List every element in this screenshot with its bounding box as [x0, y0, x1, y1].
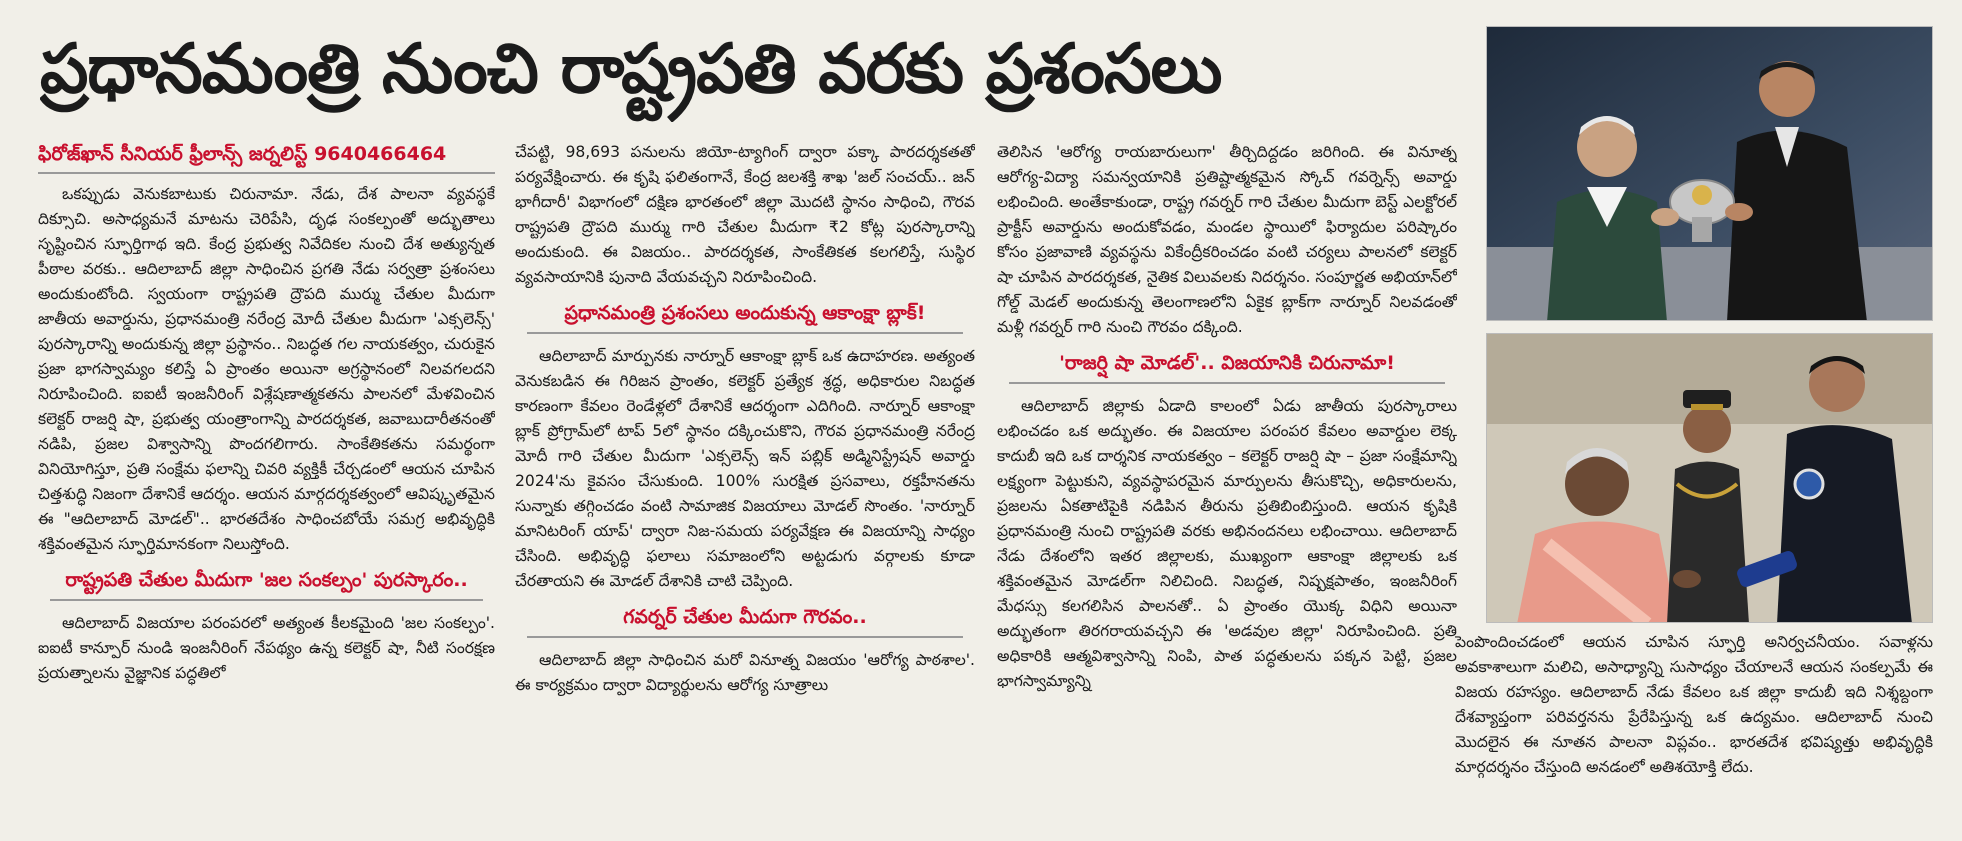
paragraph: తెలిసిన 'ఆరోగ్య రాయబారులుగా' తీర్చిదిద్దడం జరిగింది. ఈ వినూత్న ఆరోగ్య-విద్యా సమన్వయానికి ప్రతిష్టాత్మకమైన స్కోచ్ గవర్నెన్స్ అవార్డు లభించింది. అంతేకాకుండా, రాష్ట్ర గవర్నర్ గారి చేతుల మీదుగా బెస్ట్ ఎలక్టోరల్ ప్రాక్టీస్ అవార్డును అందుకోవడం, మండల స్థాయిలో ఫిర్యాదుల పరిష్కారం కోసం ప్రజావాణి వ్యవస్థను వికేంద్రీకరించడం వంటి చర్యలు పాలనలో కలెక్టర్ షా చూపిన పారదర్శకత, నైతిక విలువలకు నిదర్శనం. సంపూర్ణత అభియాన్‌లో గోల్డ్ మెడల్ అందుకున్న తెలంగాణలోని ఏకైక బ్లాక్‌గా నార్నూర్ నిలవడంతో మళ్లీ గవర్నర్ గారి నుంచి గౌరవం దక్కింది. [997, 143, 1457, 336]
paragraph: పెంపొందించడంలో ఆయన చూపిన స్ఫూర్తి అనిర్వచనీయం. సవాళ్లను అవకాశాలుగా మలిచి, అసాధ్యాన్ని సుసాధ్యం చేయాలనే ఆయన సంకల్పమే ఈ విజయ రహస్యం. ఆదిలాబాద్ నేడు కేవలం ఒక జిల్లా కాదుబీ ఇది నిశ్శబ్దంగా దేశవ్యాప్తంగా పరివర్తనను ప్రేరేపిస్తున్న ఒక ఉద్యమం. ఆదిలాబాద్ నుంచి మొదలైన ఈ నూతన పాలనా విప్లవం.. భారతదేశ భవిష్యత్తు అభివృద్ధికి మార్గదర్శనం చేస్తుంది అనడంలో అతిశయోక్తి లేదు. [1455, 633, 1933, 776]
article-column-3 [997, 140, 1457, 840]
article-column-1 [38, 140, 495, 840]
article-column-2 [515, 140, 975, 840]
subheading: ప్రధానమంత్రి ప్రశంసలు అందుకున్న ఆకాంక్షా బ్లాక్! [527, 298, 963, 334]
subheading: రాష్ట్రపతి చేతుల మీదుగా 'జల సంకల్పం' పురస్కారం.. [50, 565, 483, 601]
paragraph: ఆదిలాబాద్ జిల్లాకు ఏడాది కాలంలో ఏడు జాతీయ పురస్కారాలు లభించడం ఒక అద్భుతం. ఈ విజయాల పరంపర కేవలం అవార్డుల లెక్క కాదుబీ ఇది ఒక దార్శనిక నాయకత్వం – కలెక్టర్ రాజర్షి షా – ప్రజా సంక్షేమాన్ని లక్ష్యంగా పెట్టుకుని, వ్యవస్థాపరమైన మార్పులను తీసుకొచ్చి, అధికారులను, ప్రజలను ఏకతాటిపైకి నడిపిన తీరును ప్రతిబింబిస్తుంది. ఆయన కృషికి ప్రధానమంత్రి నుంచి రాష్ట్రపతి వరకు అభినందనలు లభించాయి. ఆదిలాబాద్ నేడు దేశంలోని ఇతర జిల్లాలకు, ముఖ్యంగా ఆకాంక్షా జిల్లాలకు ఒక శక్తివంతమైన మోడల్‌గా నిలిచింది. నిబద్ధత, నిష్పక్షపాతం, ఇంజనీరింగ్ మేధస్సు కలగలిసిన పాలనతో.. ఏ ప్రాంతం యొక్క విధిని అయినా అద్భుతంగా తిరగరాయవచ్చని ఈ 'అడవుల జిల్లా' నిరూపించింది. ప్రతి అధికారికి ఆత్మవిశ్వాసాన్ని నింపి, పాత పద్ధతులను పక్కన పెట్టి, ప్రజల భాగస్వామ్యాన్ని [997, 397, 1457, 690]
paragraph: ఒకప్పుడు వెనుకబాటుకు చిరునామా. నేడు, దేశ పాలనా వ్యవస్థకే దిక్సూచి. అసాధ్యమనే మాటను చెరిపేసి, దృఢ సంకల్పంతో అద్భుతాలు సృష్టించిన స్ఫూర్తిగాథ ఇది. కేంద్ర ప్రభుత్వ నివేదికల నుంచి దేశ అత్యున్నత పీఠాల వరకు.. ఆదిలాబాద్ జిల్లా సాధించిన ప్రగతి నేడు సర్వత్రా ప్రశంసలు అందుకుంటోంది. స్వయంగా రాష్ట్రపతి ద్రౌపది ముర్ము చేతుల మీదుగా జాతీయ అవార్డును, ప్రధానమంత్రి నరేంద్ర మోదీ చేతుల మీదుగా 'ఎక్సలెన్స్' పురస్కారాన్ని అందుకున్న జిల్లా ప్రస్థానం.. నిబద్ధత గల నాయకత్వం, చురుకైన ప్రజా భాగస్వామ్యం కలిస్తే ఏ ప్రాంతం అయినా అగ్రస్థానంలో నిలవగలదని నిరూపించింది. ఐఐటీ ఇంజనీరింగ్ విశ్లేషణాత్మకతను పాలనలో మేళవించిన కలెక్టర్ రాజర్షి షా, ప్రభుత్వ యంత్రాంగాన్ని పారదర్శకత, జవాబుదారీతనంతో నడిపి, ప్రజల విశ్వాసాన్ని పొందగలిగారు. సాంకేతికతను సమర్థంగా వినియోగిస్తూ, ప్రతి సంక్షేమ ఫలాన్ని చివరి వ్యక్తికీ చేర్చడంలో ఆయన చూపిన చిత్తశుద్ధి నిజంగా దేశానికే ఆదర్శం. ఆయన మార్గదర్శకత్వంలో ఆవిష్కృతమైన ఈ "ఆదిలాబాద్ మోడల్".. భారతదేశం సాధించబోయే సమగ్ర అభివృద్ధికి శక్తివంతమైన స్ఫూర్తిమానకంగా నిలుస్తోంది. [38, 185, 495, 553]
subheading: గవర్నర్ చేతుల మీదుగా గౌరవం.. [527, 602, 963, 638]
paragraph: చేపట్టి, 98,693 పనులను జియో-ట్యాగింగ్ ద్వారా పక్కా పారదర్శకతతో పర్యవేక్షించారు. ఈ కృషి ఫలితంగానే, కేంద్ర జలశక్తి శాఖ 'జల్ సంచయ్.. జన్ భాగీదారీ' విభాగంలో దక్షిణ భారతంలో జిల్లా మొదటి స్థానం సాధించి, గౌరవ రాష్ట్రపతి ద్రౌపది ముర్ము గారి చేతుల మీదుగా ₹2 కోట్ల పురస్కారాన్ని అందుకుంది. ఈ విజయం.. పారదర్శకత, సాంకేతికత కలగలిస్తే, సుస్థిర వ్యవసాయానికి పునాది వేయవచ్చని నిరూపించింది. [515, 143, 975, 286]
paragraph: ఆదిలాబాద్ విజయాల పరంపరలో అత్యంత కీలకమైంది 'జల సంకల్పం'. ఐఐటీ కాన్పూర్ నుండి ఇంజనీరింగ్ నేపథ్యం ఉన్న కలెక్టర్ షా, నీటి సంరక్షణ ప్రయత్నాలను వైజ్ఞానిక పద్ధతిలో [38, 614, 495, 682]
byline: ఫిరోజ్‌ఖాన్ సీనియర్ ఫ్రీలాన్స్ జర్నలిస్ట్ 9640466464 [38, 140, 495, 174]
award-ceremony-president-photo [1486, 333, 1933, 623]
article-column-4 [1455, 630, 1933, 840]
paragraph: ఆదిలాబాద్ జిల్లా సాధించిన మరో వినూత్న విజయం 'ఆరోగ్య పాఠశాల'. ఈ కార్యక్రమం ద్వారా విద్యార్థులను ఆరోగ్య సూత్రాలు [515, 651, 975, 694]
award-ceremony-pm-photo [1486, 26, 1933, 321]
paragraph: ఆదిలాబాద్ మార్పునకు నార్నూర్ ఆకాంక్షా బ్లాక్ ఒక ఉదాహరణ. అత్యంత వెనుకబడిన ఈ గిరిజన ప్రాంతం, కలెక్టర్ ప్రత్యేక శ్రద్ధ, అధికారుల నిబద్ధత కారణంగా కేవలం రెండేళ్లలో దేశానికే ఆదర్శంగా ఎదిగింది. నార్నూర్ ఆకాంక్షా బ్లాక్ ప్రోగ్రామ్‌లో టాప్ 5లో స్థానం దక్కించుకొని, గౌరవ ప్రధానమంత్రి నరేంద్ర మోదీ గారి చేతుల మీదుగా 'ఎక్సలెన్స్ ఇన్ పబ్లిక్ అడ్మినిస్ట్రేషన్ అవార్డు 2024'ను కైవసం చేసుకుంది. 100% సురక్షిత ప్రసవాలు, రక్తహీనతను సున్నాకు తగ్గించడం వంటి సామాజిక విజయాలు మోడల్ సొంతం. 'నార్నూర్ మానిటరింగ్ యాప్' ద్వారా నిజ-సమయ పర్యవేక్షణ ఈ విజయాన్ని సాధ్యం చేసింది. అభివృద్ధి ఫలాలు సమాజంలోని అట్టడుగు వర్గాలకు కూడా చేరతాయని ఈ మోడల్ దేశానికి చాటి చెప్పింది. [515, 347, 975, 590]
page-headline: ప్రధానమంత్రి నుంచి రాష్ట్రపతి వరకు ప్రశంసలు [40, 30, 1222, 109]
photo-illustration [1487, 27, 1933, 321]
subheading: 'రాజర్షి షా మోడల్'.. విజయానికి చిరునామా! [1009, 348, 1445, 384]
photo-illustration [1487, 334, 1933, 623]
